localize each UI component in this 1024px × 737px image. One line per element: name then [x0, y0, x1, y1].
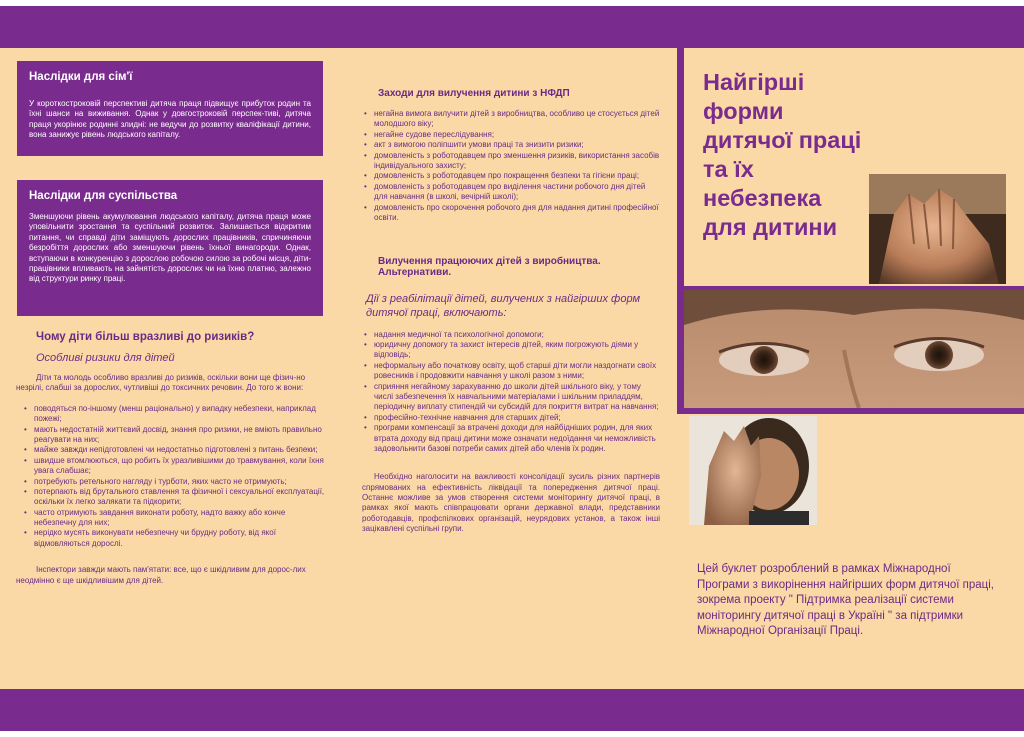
list-item: • поводяться по-іншому (менш раціонально) у випадку небезпеки, наприклад пожежі; [22, 404, 326, 425]
list-item: • негайна вимога вилучити дітей з виробництва, особливо це стосується дітей молодшого віку; [362, 109, 660, 130]
closing-text: Необхідно наголосити на важливості консолідації зусиль різних партнерів спрямованих на ефективність ліквідації та попередження дитячої праці. Останнє можливе за умов створення системи моніторингу дитячої праці, в рамках якої мають співпрацювати органи державної влади, представники роботодавців, профспілкових організацій, неурядових установ, а також інші зацікавлені суспільні групи. [362, 472, 660, 534]
list-item: • професійно-технічне навчання для старших дітей; [362, 413, 660, 423]
risks-intro: Діти та молодь особливо вразливі до ризиків, оскільки вони ще фізич-но незрілі, слабші за дорослих, чутливіші до токсичних речовин. До того ж вони: [16, 373, 306, 393]
list-item: • потерпають від брутального ставлення та фізичної і сексуальної експлуатації, оскільки їх легко залякати та підкорити; [22, 487, 326, 508]
risks-footer: Інспектори завжди мають пам'ятати: все, що є шкідливим для дорос-лих неодмінно є ще шкідливішим для дітей. [16, 565, 306, 585]
credit-text: Цей буклет розроблений в рамках Міжнародної Програми з викорінення найгірших форм дитячої праці, зокрема проекту " Підтримка реалізації системи моніторингу дитячої праці в Україні " за підтримки Міжнародної Організації Праці. [697, 563, 994, 637]
cover-title-line: для дитини [703, 214, 838, 240]
bottom-band [0, 689, 1024, 731]
eyes-photo-image [684, 290, 1024, 408]
list-item: • програми компенсації за втрачені доходи для найбідніших родин, для яких втрата доходу від праці дитини може означати недоїдання чи неможливість задовольнити базові потреби самих дітей або членів їх родин. [362, 423, 660, 454]
list-item: • негайне судове переслідування; [362, 130, 660, 140]
list-item: • нерідко мусять виконувати небезпечну чи брудну роботу, від якої відмовляються дорослі. [22, 528, 326, 549]
risks-section [16, 331, 326, 586]
cover-title-line: та їх [703, 156, 754, 182]
measures-section [362, 88, 660, 223]
withdrawal-list [362, 330, 660, 455]
measures-list [362, 109, 660, 223]
withdrawal-subtitle: Дії з реабілітації дітей, вилучених з найгірших форм дитячої праці, включають: [366, 293, 640, 320]
hands-photo-image [869, 174, 1006, 284]
cover-title-line: Найгірші [703, 69, 805, 95]
list-item: • мають недостатній життєвий досвід, знання про ризики, не вміють правильно реагувати на них; [22, 425, 326, 446]
list-item: • сприяння негайному зарахуванню до школи дітей шкільного віку, у тому числі забезпечення їх навчальними матеріалами і шкільним приладдям, періодичну виплату стипендій чи субсидій для покриття витрат на навчання; [362, 382, 660, 413]
risks-subtitle: Особливі ризики для дітей [36, 352, 175, 364]
list-item: • швидше втомлюються, що робить їх уразливішими до травмування, коли їхня увага слабшає; [22, 456, 326, 477]
withdrawal-section [362, 256, 660, 535]
list-item: • домовленість про скорочення робочого дня для надання дитині професійної освіти. [362, 203, 660, 224]
child-hand-photo-image [689, 416, 817, 525]
society-consequences-box [17, 180, 323, 316]
cover-title [703, 68, 861, 242]
society-consequences-text: Зменшуючи рівень акумулювання людського капіталу, дитяча праця може уповільнити зростання та суспільний розвиток. Залишається відкритим питання, чи справді діти заміщують дорослих працівників, спричиняючи безробіття дорослих або зменшуючи рівень їхньої винагороди. Однак, вступаючи в конкуренцію з дорослою робочою силою за робочі місця, діти-працівники впливають на зайнятість дорослих чи на їхню платню, залежно від структури ринку праці. [29, 212, 311, 284]
society-consequences-title: Наслідки для суспільства [29, 190, 178, 202]
eyes-photo [684, 290, 1024, 408]
family-consequences-title: Наслідки для сім'ї [29, 71, 133, 83]
list-item: • домовленість з роботодавцем про покращення безпеки та гігієни праці; [362, 171, 660, 181]
list-item: • майже завжди непідготовлені чи недостатньо підготовлені з питань безпеки; [22, 445, 326, 455]
family-consequences-box [17, 61, 323, 156]
list-item: • потребують ретельного нагляду і турботи, яких часто не отримують; [22, 477, 326, 487]
list-item: • надання медичної та психологічної допомоги; [362, 330, 660, 340]
risks-title: Чому діти більш вразливі до ризиків? [36, 331, 255, 343]
list-item: • неформальну або початкову освіту, щоб старші діти могли наздогнати своїх ровесників і продовжити навчання у школі разом з ними; [362, 361, 660, 382]
brochure-page [0, 6, 1024, 731]
list-item: • домовленість з роботодавцем про виділення частини робочого дня дітей для навчання (в школі, вечірній школі); [362, 182, 660, 203]
cover-divider [677, 48, 684, 286]
hands-photo [869, 174, 1006, 284]
child-hand-photo [689, 416, 817, 525]
risks-list [22, 404, 326, 549]
list-item: • домовленість з роботодавцем про зменшення ризиків, використання засобів індивідуального захисту; [362, 151, 660, 172]
top-band [0, 6, 1024, 48]
cover-title-line: небезпека [703, 185, 822, 211]
family-consequences-text: У короткостроковій перспективі дитяча праця підвищує прибуток родин та їхні шанси на виживання. Однак у довгостроковій перспек-тиві, дитяча праця укорінює родинні злидні: не ведучи до розвитку кваліфікації дитини, вона занижує рівень людського капіталу. [29, 99, 311, 140]
cover-title-line: форми [703, 98, 784, 124]
withdrawal-title: Вилучення працюючих дітей з виробництва. Альтернативи. [378, 256, 601, 278]
cover-title-line: дитячої праці [703, 127, 862, 153]
list-item: • юридичну допомогу та захист інтересів дітей, яким погрожують діями у відповідь; [362, 340, 660, 361]
list-item: • акт з вимогою поліпшити умови праці та знизити ризики; [362, 140, 660, 150]
list-item: • часто отримують завдання виконати роботу, надто важку або конче небезпечну для них; [22, 508, 326, 529]
measures-title: Заходи для вилучення дитини з НФДП [378, 88, 570, 99]
